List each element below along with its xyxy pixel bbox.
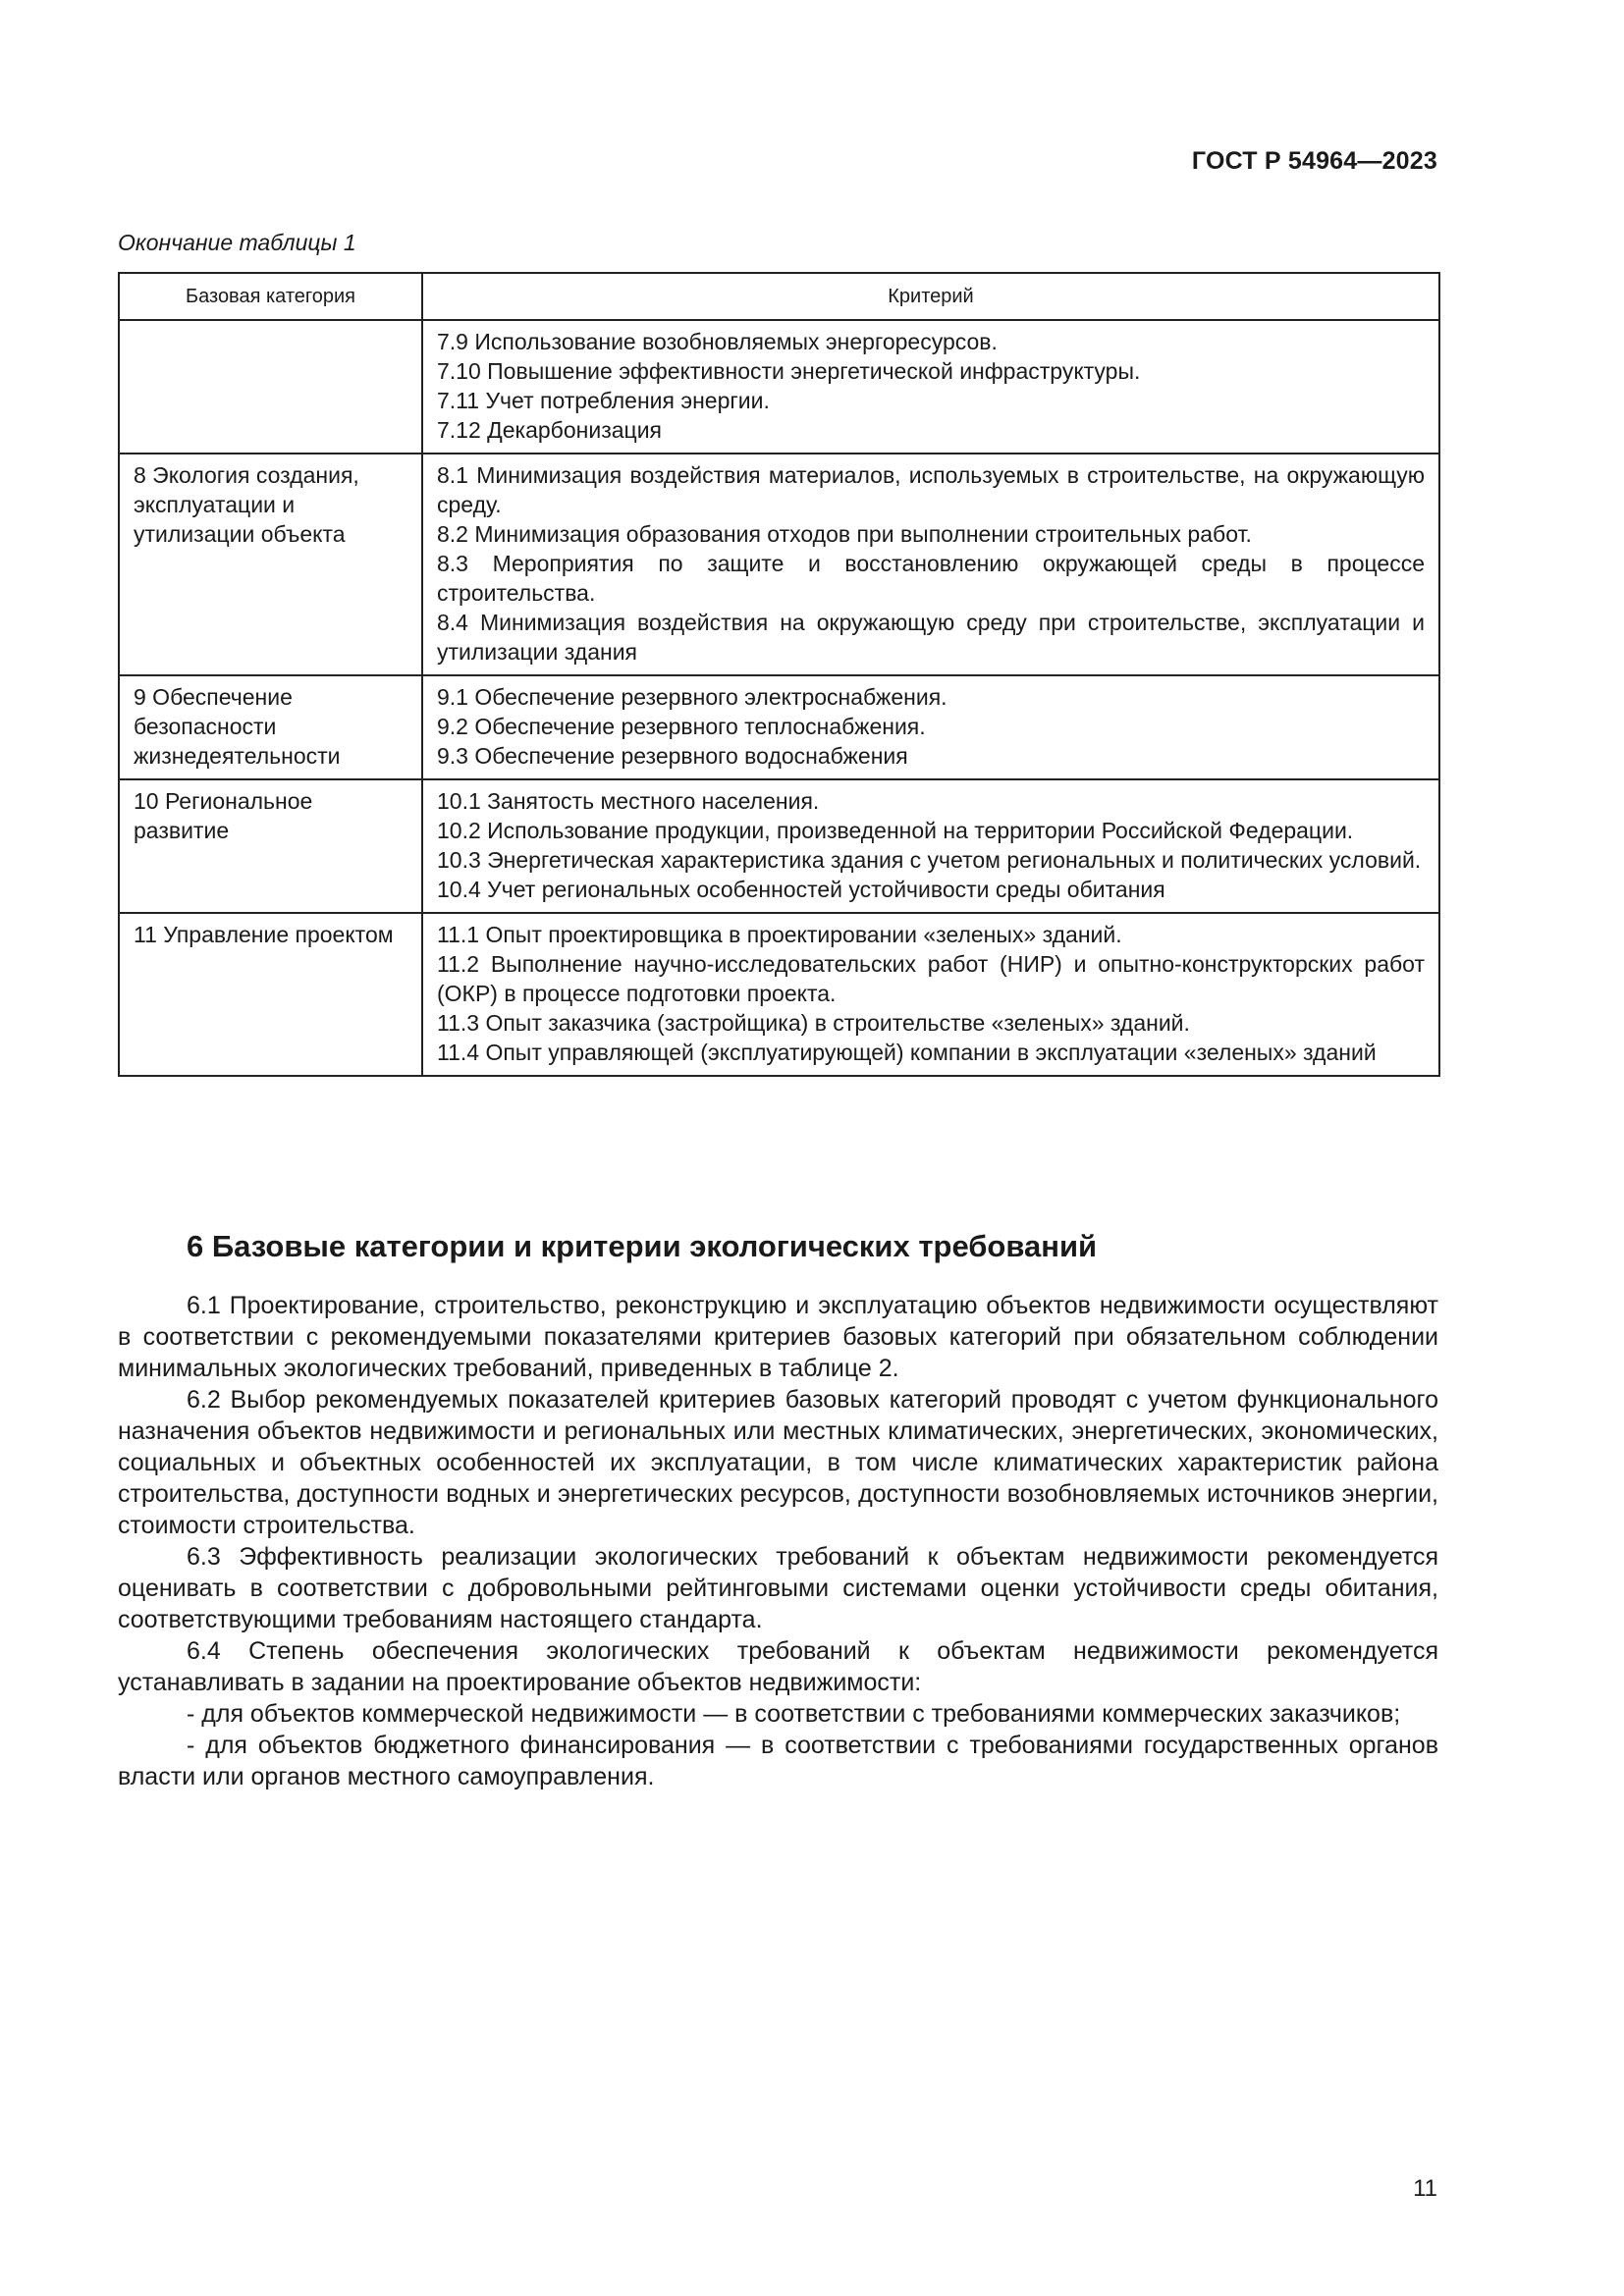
paragraph: 6.2 Выбор рекомендуемых показателей критериев базовых категорий проводят с учетом функционального назначения объектов недвижимости и региональных или местных климатических, энергетических, экономических, социальных и объектных особенностей их эксплуатации, в том числе климатических характеристик района строительства, доступности водных и энергетических ресурсов, доступности возобновляемых источников энергии, стоимости строительства. (118, 1386, 1438, 1539)
requirements-list (118, 1698, 1438, 1792)
criteria-cell (422, 320, 1439, 454)
criterion-item: 7.11 Учет потребления энергии. (437, 388, 770, 413)
criterion-item: 10.3 Энергетическая характеристика здания с учетом региональных и политических условий. (437, 847, 1422, 873)
table-row (119, 320, 1439, 454)
criteria-cell (422, 913, 1439, 1076)
table-row (119, 675, 1439, 779)
column-header-category: Базовая категория (119, 273, 422, 320)
category-cell: 11 Управление проектом (119, 913, 422, 1076)
table-row (119, 454, 1439, 675)
paragraph: 6.3 Эффективность реализации экологических требований к объектам недвижимости рекомендуется оценивать в соответствии с добровольными рейтинговыми системами оценки устойчивости среды обитания, соответствующими требованиям настоящего стандарта. (118, 1543, 1438, 1633)
section-title: 6 Базовые категории и критерии экологических требований (187, 1229, 1098, 1263)
criterion-item: 11.4 Опыт управляющей (эксплуатирующей) компании в эксплуатации «зеленых» зданий (437, 1040, 1377, 1065)
criterion-item: 8.4 Минимизация воздействия на окружающую среду при строительстве, эксплуатации и утилизации здания (437, 610, 1425, 665)
criteria-cell (422, 779, 1439, 913)
criterion-item: 11.2 Выполнение научно-исследовательских работ (НИР) и опытно-конструкторских работ (ОКР) в процессе подготовки проекта. (437, 951, 1425, 1006)
criterion-item: 7.9 Использование возобновляемых энергоресурсов. (437, 329, 998, 354)
list-item: - для объектов коммерческой недвижимости — в соответствии с требованиями коммерческих заказчиков; (187, 1700, 1401, 1728)
criterion-item: 8.3 Мероприятия по защите и восстановлению окружающей среды в процессе строительства. (437, 551, 1425, 606)
criterion-item: 8.2 Минимизация образования отходов при выполнении строительных работ. (437, 521, 1252, 547)
criterion-item: 10.1 Занятость местного населения. (437, 788, 820, 814)
criterion-item: 9.1 Обеспечение резервного электроснабжения. (437, 684, 947, 710)
criterion-item: 10.4 Учет региональных особенностей устойчивости среды обитания (437, 877, 1165, 902)
table-header-row (119, 273, 1439, 320)
criterion-item: 8.1 Минимизация воздействия материалов, используемых в строительстве, на окружающую среду. (437, 462, 1425, 517)
criteria-table (118, 272, 1440, 1077)
section-6 (118, 1227, 1438, 1792)
list-item: - для объектов бюджетного финансирования — в соответствии с требованиями государственных органов власти или органов местного самоуправления. (118, 1732, 1438, 1790)
column-header-criterion: Критерий (422, 273, 1439, 320)
table-row (119, 779, 1439, 913)
criterion-item: 7.12 Декарбонизация (437, 417, 663, 443)
category-cell: 10 Региональное развитие (119, 779, 422, 913)
criterion-item: 10.2 Использование продукции, произведенной на территории Российской Федерации. (437, 818, 1354, 843)
criterion-item: 7.10 Повышение эффективности энергетической инфраструктуры. (437, 358, 1141, 384)
category-cell (119, 320, 422, 454)
criterion-item: 9.2 Обеспечение резервного теплоснабжения. (437, 714, 926, 739)
criteria-cell (422, 675, 1439, 779)
section-paragraphs (118, 1290, 1438, 1698)
table-row (119, 913, 1439, 1076)
criterion-item: 9.3 Обеспечение резервного водоснабжения (437, 743, 908, 769)
page-number: 11 (1413, 2175, 1437, 2202)
criterion-item: 11.3 Опыт заказчика (застройщика) в строительстве «зеленых» зданий. (437, 1010, 1190, 1036)
category-cell: 9 Обеспечение безопасности жизнедеятельности (119, 675, 422, 779)
table-body (119, 320, 1439, 1076)
document-code: ГОСТ Р 54964—2023 (1191, 147, 1437, 175)
table-caption: Окончание таблицы 1 (118, 230, 356, 255)
criteria-cell (422, 454, 1439, 675)
paragraph: 6.4 Степень обеспечения экологических требований к объектам недвижимости рекомендуется устанавливать в задании на проектирование объектов недвижимости: (118, 1637, 1438, 1696)
paragraph: 6.1 Проектирование, строительство, реконструкцию и эксплуатацию объектов недвижимости осуществляют в соответствии с рекомендуемыми показателями критериев базовых категорий при обязательном соблюдении минимальных экологических требований, приведенных в таблице 2. (118, 1292, 1438, 1382)
category-cell: 8 Экология создания, эксплуатации и утилизации объекта (119, 454, 422, 675)
criterion-item: 11.1 Опыт проектировщика в проектировании «зеленых» зданий. (437, 922, 1122, 947)
